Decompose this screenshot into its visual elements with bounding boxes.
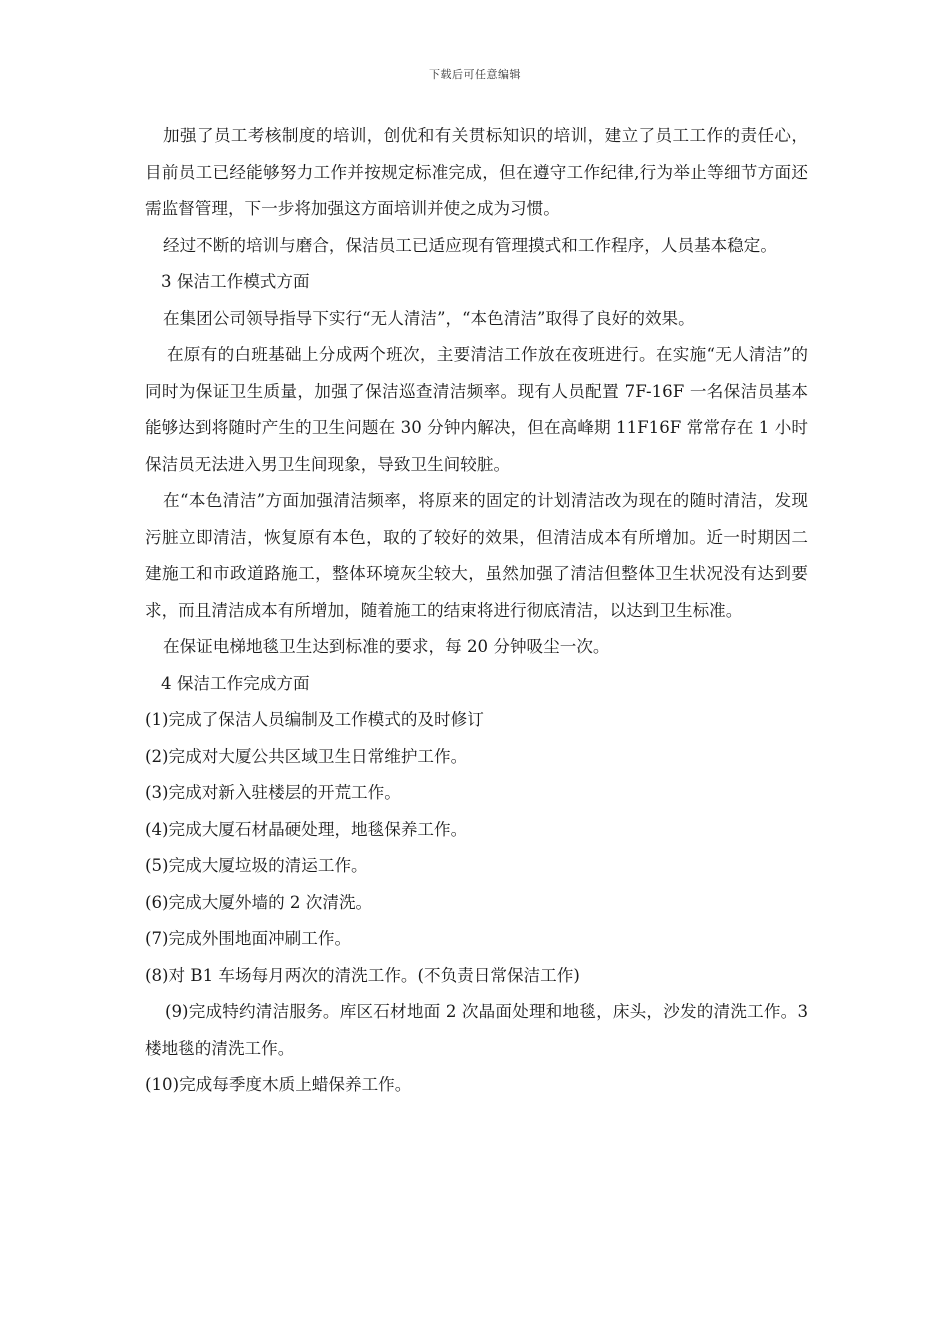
list-item: (9)完成特约清洁服务。库区石材地面 2 次晶面处理和地毯，床头，沙发的清洗工作。3 楼地毯的清洗工作。 xyxy=(145,1002,808,1058)
list-item: (10)完成每季度木质上蜡保养工作。 xyxy=(145,1075,412,1094)
paragraph-cleaning-mode: 在集团公司领导指导下实行“无人清洁”，“本色清洁”取得了良好的效果。 xyxy=(163,308,695,328)
list-item: (3)完成对新入驻楼层的开荒工作。 xyxy=(145,783,401,802)
paragraph-shifts: 在原有的白班基础上分成两个班次，主要清洁工作放在夜班进行。在实施“无人清洁”的同时为保证卫生质量，加强了保洁巡查清洁频率。现有人员配置 7F-16F 一名保洁员基本能够达到将随时产生的卫生问题在 30 分钟内解决，但在高峰期 11F16F 常常存在 1 小时保洁员无法进入男卫生间现象，导致卫生间较脏。 xyxy=(145,345,808,474)
list-item: (1)完成了保洁人员编制及工作模式的及时修订 xyxy=(145,710,484,729)
section-heading-3: 3 保洁工作模式方面 xyxy=(161,272,310,291)
paragraph-training: 加强了员工考核制度的培训，创优和有关贯标知识的培训，建立了员工工作的责任心，目前员工已经能够努力工作并按规定标准完成，但在遵守工作纪律,行为举止等细节方面还需监督管理，下一步将加强这方面培训并使之成为习惯。 xyxy=(145,126,808,218)
list-item: (7)完成外围地面冲刷工作。 xyxy=(145,929,352,948)
list-item: (8)对 B1 车场每月两次的清洗工作。(不负责日常保洁工作) xyxy=(145,965,580,985)
list-item: (2)完成对大厦公共区域卫生日常维护工作。 xyxy=(145,746,468,766)
paragraph-elevator-carpet: 在保证电梯地毯卫生达到标准的要求，每 20 分钟吸尘一次。 xyxy=(163,637,610,656)
document-body xyxy=(145,118,808,1104)
paragraph-original-color: 在“本色清洁”方面加强清洁频率，将原来的固定的计划清洁改为现在的随时清洁，发现污脏立即清洁，恢复原有本色，取的了较好的效果，但清洁成本有所增加。近一时期因二建施工和市政道路施工，整体环境灰尘较大，虽然加强了清洁但整体卫生状况没有达到要求，而且清洁成本有所增加，随着施工的结束将进行彻底清洁，以达到卫生标准。 xyxy=(145,491,808,620)
list-item: (4)完成大厦石材晶硬处理，地毯保养工作。 xyxy=(145,819,468,839)
list-item: (6)完成大厦外墙的 2 次清洗。 xyxy=(145,892,373,912)
paragraph-stability: 经过不断的培训与磨合，保洁员工已适应现有管理摸式和工作程序，人员基本稳定。 xyxy=(163,235,777,255)
list-item: (5)完成大厦垃圾的清运工作。 xyxy=(145,856,368,875)
page-header: 下载后可任意编辑 xyxy=(429,68,521,81)
section-heading-4: 4 保洁工作完成方面 xyxy=(161,673,310,693)
